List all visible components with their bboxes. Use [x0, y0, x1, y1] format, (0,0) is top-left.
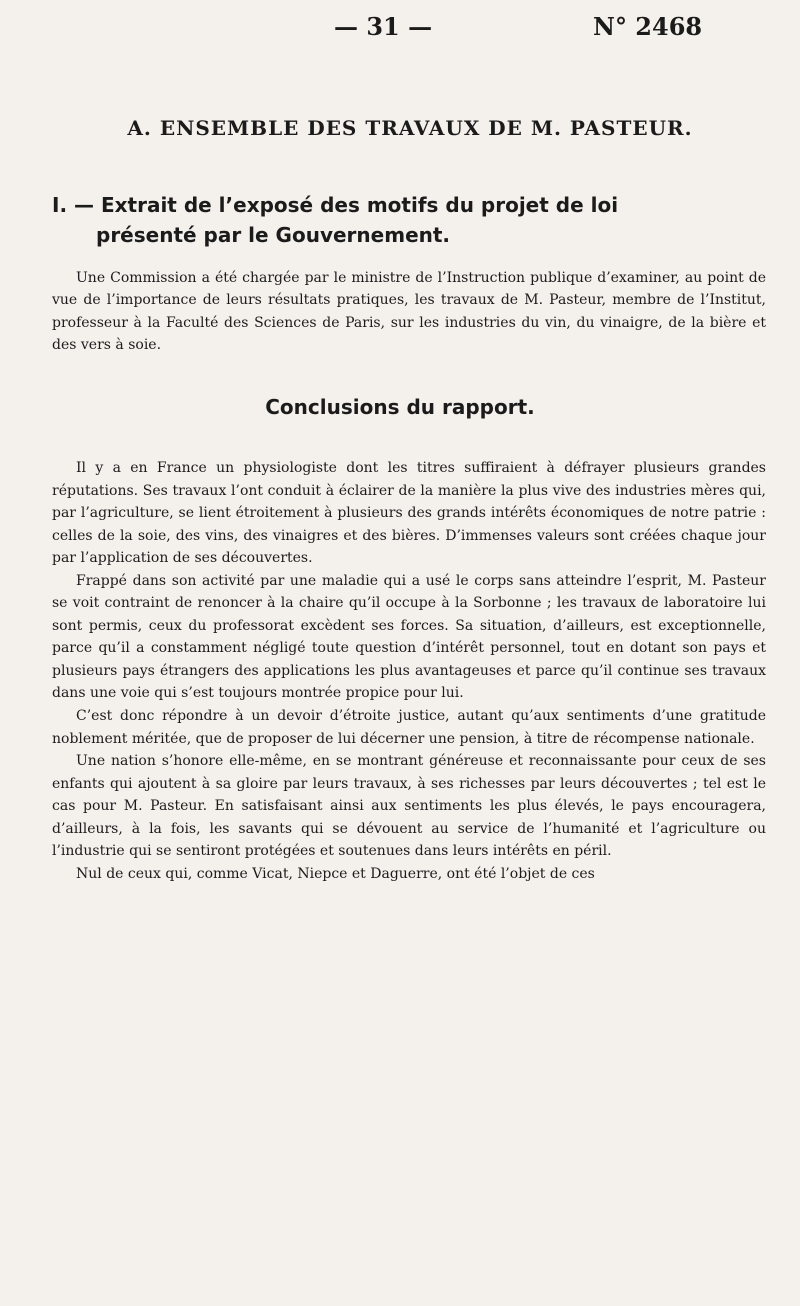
document-number: N° 2468	[593, 12, 703, 41]
running-header	[0, 8, 800, 48]
body-paragraph: C’est donc répondre à un devoir d’étroite justice, autant qu’aux sentiments d’une gratitude noblement méritée, que de proposer de lui décerner une pension, à titre de récompense nationale.	[52, 708, 766, 747]
body-paragraph: Nul de ceux qui, comme Vicat, Niepce et Daguerre, ont été l’objet de ces	[76, 865, 595, 882]
body-paragraph: Il y a en France un physiologiste dont les titres suffiraient à défrayer plusieurs grandes réputations. Ses travaux l’ont conduit à éclairer de la manière la plus vive des industries mères qui, par l’agriculture, se lient étroitement à plusieurs des grands intérêts économiques de notre patrie : celles de la soie, des vins, des vinaigres et des bières. D’immenses valeurs sont créées chaque jour par l’application de ses découvertes.	[52, 460, 766, 567]
subsection-heading	[52, 190, 752, 250]
body-paragraph: Frappé dans son activité par une maladie qui a usé le corps sans atteindre l’esprit, M. Pasteur se voit contraint de renoncer à la chaire qu’il occupe à la Sorbonne ; les travaux de laboratoire lui sont permis, ceux du professorat excèdent ses forces. Sa situation, d’ailleurs, est exceptionnelle, parce qu’il a constamment négligé toute question d’intérêt personnel, tout en dotant son pays et plusieurs pays étrangers des applications les plus avantageuses et parce qu’il continue ses travaux dans une voie qui s’est toujours montrée propice pour lui.	[52, 572, 766, 702]
intro-paragraph: Une Commission a été chargée par le ministre de l’Instruction publique d’examiner, au point de vue de l’importance de leurs résultats pratiques, les travaux de M. Pasteur, membre de l’Institut, professeur à la Faculté des Sciences de Paris, sur les industries du vin, du vinaigre, de la bière et des vers à soie.	[52, 270, 766, 353]
intro-block	[52, 267, 766, 356]
body-paragraph: Une nation s’honore elle-même, en se montrant généreuse et reconnaissante pour ceux de ses enfants qui ajoutent à sa gloire par leurs travaux, à ses richesses par leurs découvertes ; tel est le cas pour M. Pasteur. En satisfaisant ainsi aux sentiments les plus élevés, le pays encouragera, d’ailleurs, à la fois, les savants qui se dévouent au service de l’humanité et l’agriculture ou l’industrie qui se sentiront protégées et soutenues dans leurs intérêts en péril.	[52, 753, 766, 860]
conclusions-title: Conclusions du rapport.	[265, 395, 535, 419]
body-text	[52, 457, 766, 885]
subsection-heading-line1: I. — Extrait de l’exposé des motifs du projet de loi	[52, 193, 619, 217]
page-number: — 31 —	[334, 12, 433, 41]
subsection-heading-line2: présenté par le Gouvernement.	[96, 223, 451, 247]
section-heading: A. ENSEMBLE DES TRAVAUX DE M. PASTEUR.	[127, 116, 693, 140]
